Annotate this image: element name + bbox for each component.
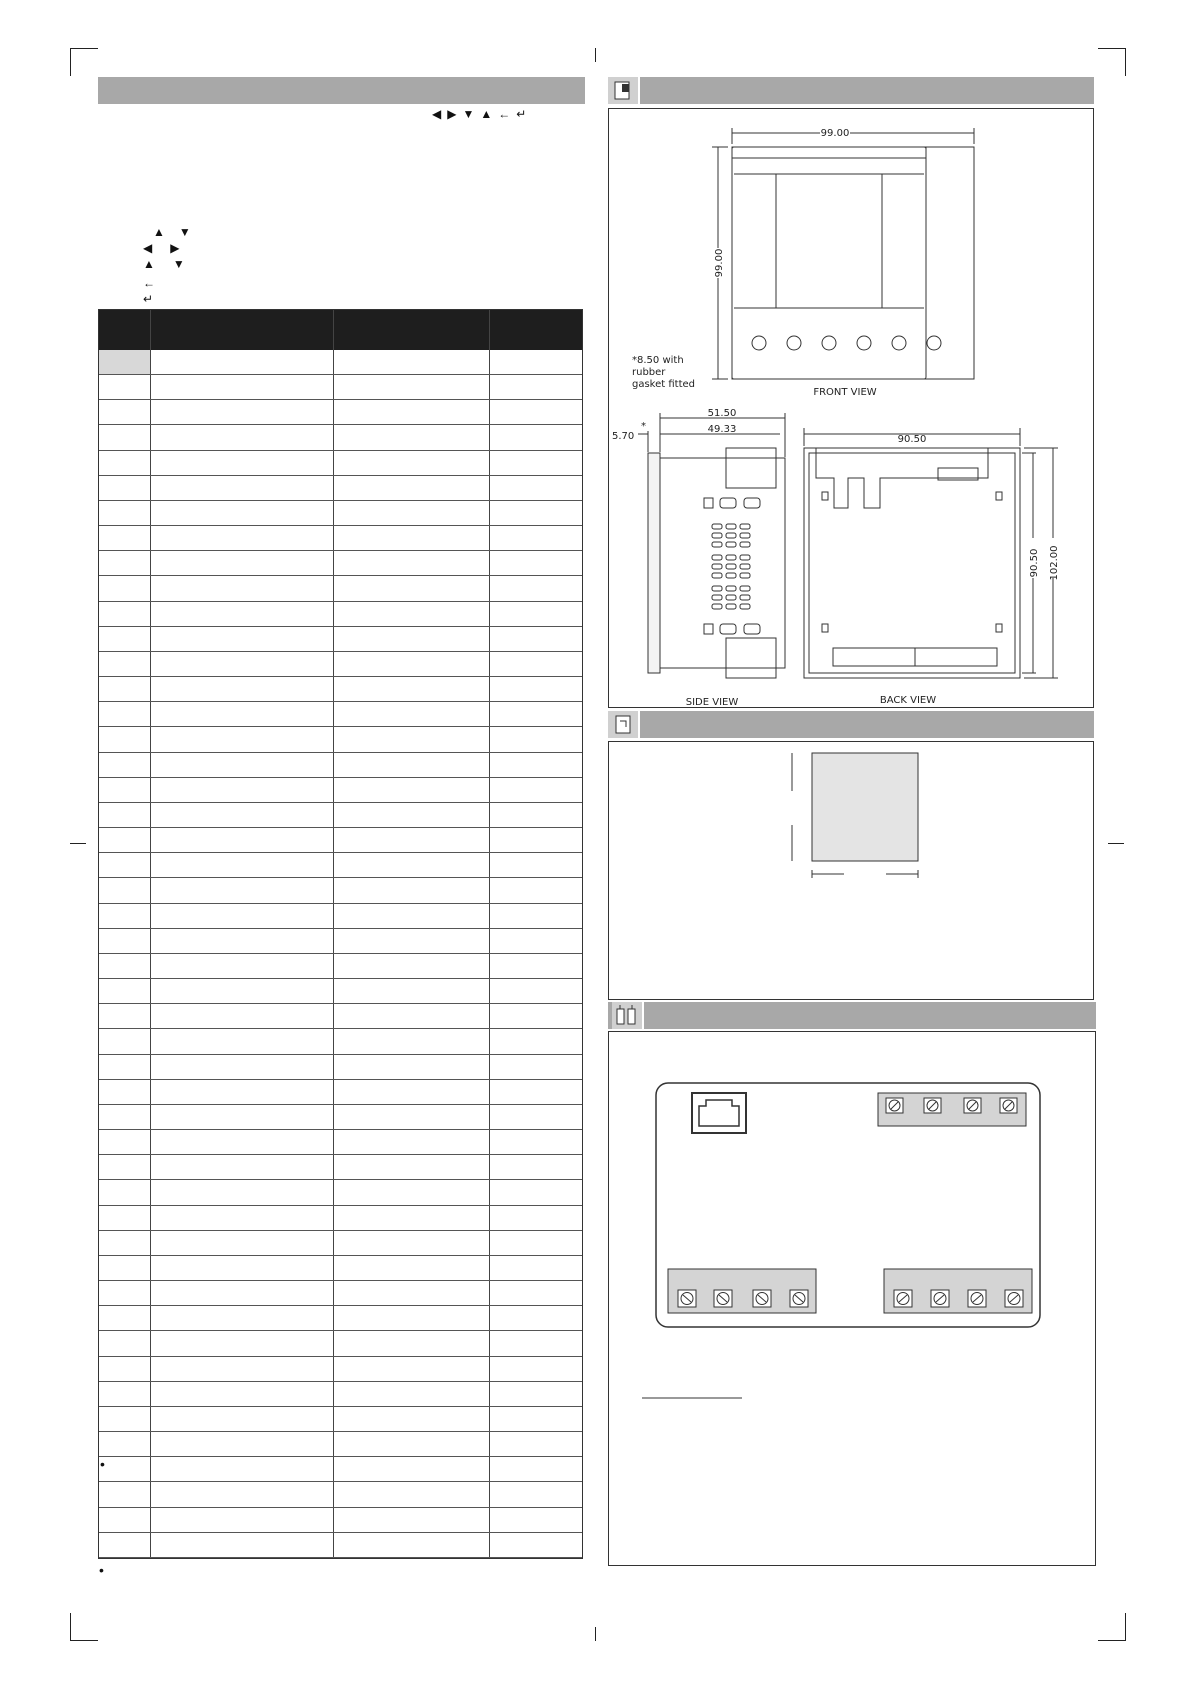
table-row: [99, 1256, 582, 1281]
table-row: [99, 1508, 582, 1533]
up-arrow-icon: ▲: [153, 225, 165, 239]
table-row: [99, 1206, 582, 1231]
table-header: [99, 310, 582, 350]
table-cell-shaded: [99, 350, 150, 374]
nav-key-list-item: [140, 226, 191, 242]
front-height-label: 99.00: [714, 248, 725, 278]
side-bezel-star: *: [641, 421, 646, 432]
crop-mark-tr-h: [1098, 48, 1126, 49]
right-arrow-icon: ▶: [447, 107, 457, 121]
table-row: [99, 1055, 582, 1080]
crop-mark-tl-v: [70, 48, 71, 76]
section-bar-keys: [98, 77, 585, 104]
row-bullet: •: [100, 1456, 105, 1473]
section-bar-cutout: [608, 711, 1094, 738]
up-arrow-icon: ▲: [480, 107, 493, 121]
table-row: [99, 904, 582, 929]
front-view: [712, 128, 974, 379]
up-arrow-icon: ▲: [143, 257, 155, 271]
wiring-icon: [612, 1002, 644, 1029]
table-row: [99, 1080, 582, 1105]
terminal-block-bottom-left: [668, 1269, 816, 1313]
table-row: [99, 451, 582, 476]
nav-key-list-item: [140, 258, 191, 274]
back-width-label: 90.50: [897, 434, 927, 445]
table-row: [99, 476, 582, 501]
table-row: [99, 1432, 582, 1457]
right-arrow-icon: ▶: [170, 241, 180, 255]
nav-key-list: [140, 226, 191, 306]
side-view-label: SIDE VIEW: [685, 697, 739, 708]
table-row: [99, 1306, 582, 1331]
table-row: [99, 1004, 582, 1029]
gasket-note: *8.50 with rubber gasket fitted: [632, 355, 696, 390]
table-row: [99, 1357, 582, 1382]
back-view: [804, 428, 1058, 678]
crop-mark-bl-v: [70, 1613, 71, 1641]
table-row: [99, 1483, 582, 1508]
side-depth-behind-label: 49.33: [707, 424, 737, 435]
down-arrow-icon: ▼: [178, 225, 191, 239]
terminal-block-top: [878, 1093, 1026, 1126]
table-row: [99, 426, 582, 451]
wiring-drawing: [608, 1031, 1096, 1566]
front-view-label: FRONT VIEW: [813, 387, 877, 398]
nav-key-list-item: [140, 274, 191, 290]
back-height-inner-label: 90.50: [1029, 548, 1040, 578]
table-row: [99, 1105, 582, 1130]
table-row: [99, 728, 582, 753]
table-row: [99, 1181, 582, 1206]
dimensions-icon: [608, 77, 640, 104]
table-row: [99, 400, 582, 425]
nav-key-list-item: [140, 290, 191, 306]
front-buttons: [752, 336, 941, 350]
front-width-label: 99.00: [820, 128, 850, 139]
crop-mark-br-h: [1098, 1640, 1126, 1641]
table-row: [99, 1332, 582, 1357]
table-row: [99, 526, 582, 551]
table-row: [99, 954, 582, 979]
footnote-bullet: •: [99, 1562, 104, 1578]
side-bezel-label: 5.70: [612, 431, 635, 442]
table-row: [99, 1382, 582, 1407]
table-row: [99, 627, 582, 652]
down-arrow-icon: ▼: [172, 257, 185, 271]
table-row: [99, 1281, 582, 1306]
side-view: [638, 413, 785, 678]
section-bar-wiring: [608, 1002, 1096, 1029]
table-row: [99, 1130, 582, 1155]
nav-key-list-item: [140, 242, 191, 258]
side-depth-total-label: 51.50: [707, 408, 737, 419]
table-row: [99, 677, 582, 702]
table-row: [99, 853, 582, 878]
cutout-icon: [608, 711, 640, 738]
back-height-outer-label: 102.00: [1049, 545, 1060, 581]
enter-icon: ↵: [143, 292, 154, 306]
crop-mark-top-center: [595, 48, 596, 62]
dimension-drawing: [608, 108, 1094, 708]
table-row: [99, 828, 582, 853]
table-row: [99, 501, 582, 526]
table-row: [99, 778, 582, 803]
crop-mark-tr-v: [1125, 48, 1126, 76]
table-row: [99, 929, 582, 954]
back-view-label: BACK VIEW: [879, 695, 937, 706]
crop-mark-tl-h: [70, 48, 98, 49]
table-row: [99, 652, 582, 677]
table-row: [99, 1407, 582, 1432]
nav-key-row: [432, 108, 526, 120]
down-arrow-icon: ▼: [462, 107, 475, 121]
left-arrow-icon: ◀: [143, 241, 153, 255]
table-row: [99, 375, 582, 400]
table-row: [99, 551, 582, 576]
table-row: [99, 602, 582, 627]
table-row: [99, 1155, 582, 1180]
table-row: [99, 803, 582, 828]
enter-icon: ↵: [516, 107, 527, 121]
table-row: [99, 1231, 582, 1256]
cutout-drawing: [608, 741, 1094, 1000]
crop-mark-bl-h: [70, 1640, 98, 1641]
back-arrow-icon: ←: [498, 107, 511, 121]
table-row: [99, 979, 582, 1004]
terminal-block-bottom-right: [884, 1269, 1032, 1313]
table-row: [99, 753, 582, 778]
back-arrow-icon: ←: [143, 276, 155, 290]
table-row: [99, 1030, 582, 1055]
table-row: [99, 1457, 582, 1482]
table-row: [99, 350, 582, 375]
crop-mark-left-mid: [70, 843, 86, 844]
left-arrow-icon: ◀: [432, 107, 442, 121]
table-row: [99, 702, 582, 727]
crop-mark-right-mid: [1108, 843, 1124, 844]
parameter-table: [98, 309, 583, 1559]
table-row: [99, 879, 582, 904]
table-row: [99, 577, 582, 602]
table-row: [99, 1533, 582, 1558]
crop-mark-bottom-center: [595, 1627, 596, 1641]
section-bar-dimensions: [608, 77, 1094, 104]
crop-mark-br-v: [1125, 1613, 1126, 1641]
